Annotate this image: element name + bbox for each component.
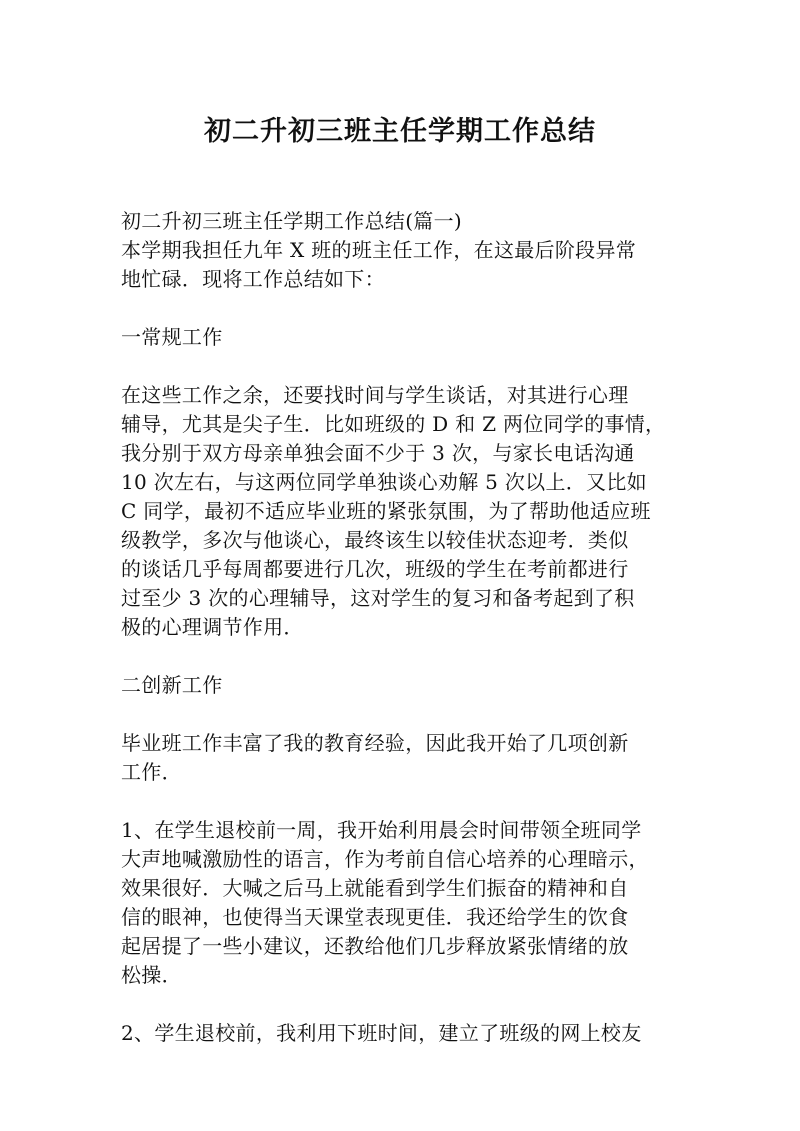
- paragraph-line: 过至少 3 次的心理辅导，这对学生的复习和备考起到了积: [121, 586, 635, 610]
- list-item-1-line: 大声地喊激励性的语言，作为考前自信心培养的心理暗示，: [121, 847, 649, 871]
- list-item-1-line: 起居提了一些小建议，还教给他们几步释放紧张情绪的放: [121, 934, 629, 958]
- list-item-1-line: 信的眼神，也使得当天课堂表现更佳．我还给学生的饮食: [121, 905, 629, 929]
- paragraph-line: 我分别于双方母亲单独会面不少于 3 次，与家长电话沟通: [121, 441, 635, 465]
- paragraph-line: 本学期我担任九年 X 班的班主任工作，在这最后阶段异常: [121, 238, 637, 262]
- paragraph-line: 级教学，多次与他谈心，最终该生以较佳状态迎考．类似: [121, 528, 629, 552]
- blank-line: [121, 700, 681, 729]
- paragraph-line: 10 次左右，与这两位同学单独谈心劝解 5 次以上．又比如: [121, 470, 647, 494]
- list-item-1-line: 松操．: [121, 963, 182, 987]
- list-item-2-line: 2、学生退校前，我利用下班时间，建立了班级的网上校友: [121, 1021, 642, 1045]
- paragraph-line: 在这些工作之余，还要找时间与学生谈话，对其进行心理: [121, 383, 629, 407]
- document-title: 初二升初三班主任学期工作总结: [204, 116, 596, 147]
- section-heading-innovation-work: 二创新工作: [121, 673, 223, 697]
- document-body: [121, 207, 681, 1048]
- section-heading-part-one: 初二升初三班主任学期工作总结(篇一): [121, 209, 463, 233]
- paragraph-line: 辅导，尤其是尖子生．比如班级的 D 和 Z 两位同学的事情，: [121, 412, 666, 436]
- paragraph-line: 工作．: [121, 760, 182, 784]
- list-item-1-line: 效果很好．大喊之后马上就能看到学生们振奋的精神和自: [121, 876, 629, 900]
- paragraph-line: C 同学，最初不适应毕业班的紧张氛围，为了帮助他适应班: [121, 499, 651, 523]
- section-heading-routine-work: 一常规工作: [121, 325, 223, 349]
- blank-line: [121, 990, 681, 1019]
- blank-line: [121, 642, 681, 671]
- list-item-1-line: 1、在学生退校前一周，我开始利用晨会时间带领全班同学: [121, 818, 642, 842]
- blank-line: [121, 294, 681, 323]
- blank-line: [121, 352, 681, 381]
- paragraph-line: 的谈话几乎每周都要进行几次，班级的学生在考前都进行: [121, 557, 629, 581]
- paragraph-line: 地忙碌．现将工作总结如下：: [121, 267, 385, 291]
- blank-line: [121, 787, 681, 816]
- paragraph-line: 极的心理调节作用．: [121, 615, 304, 639]
- paragraph-line: 毕业班工作丰富了我的教育经验，因此我开始了几项创新: [121, 731, 629, 755]
